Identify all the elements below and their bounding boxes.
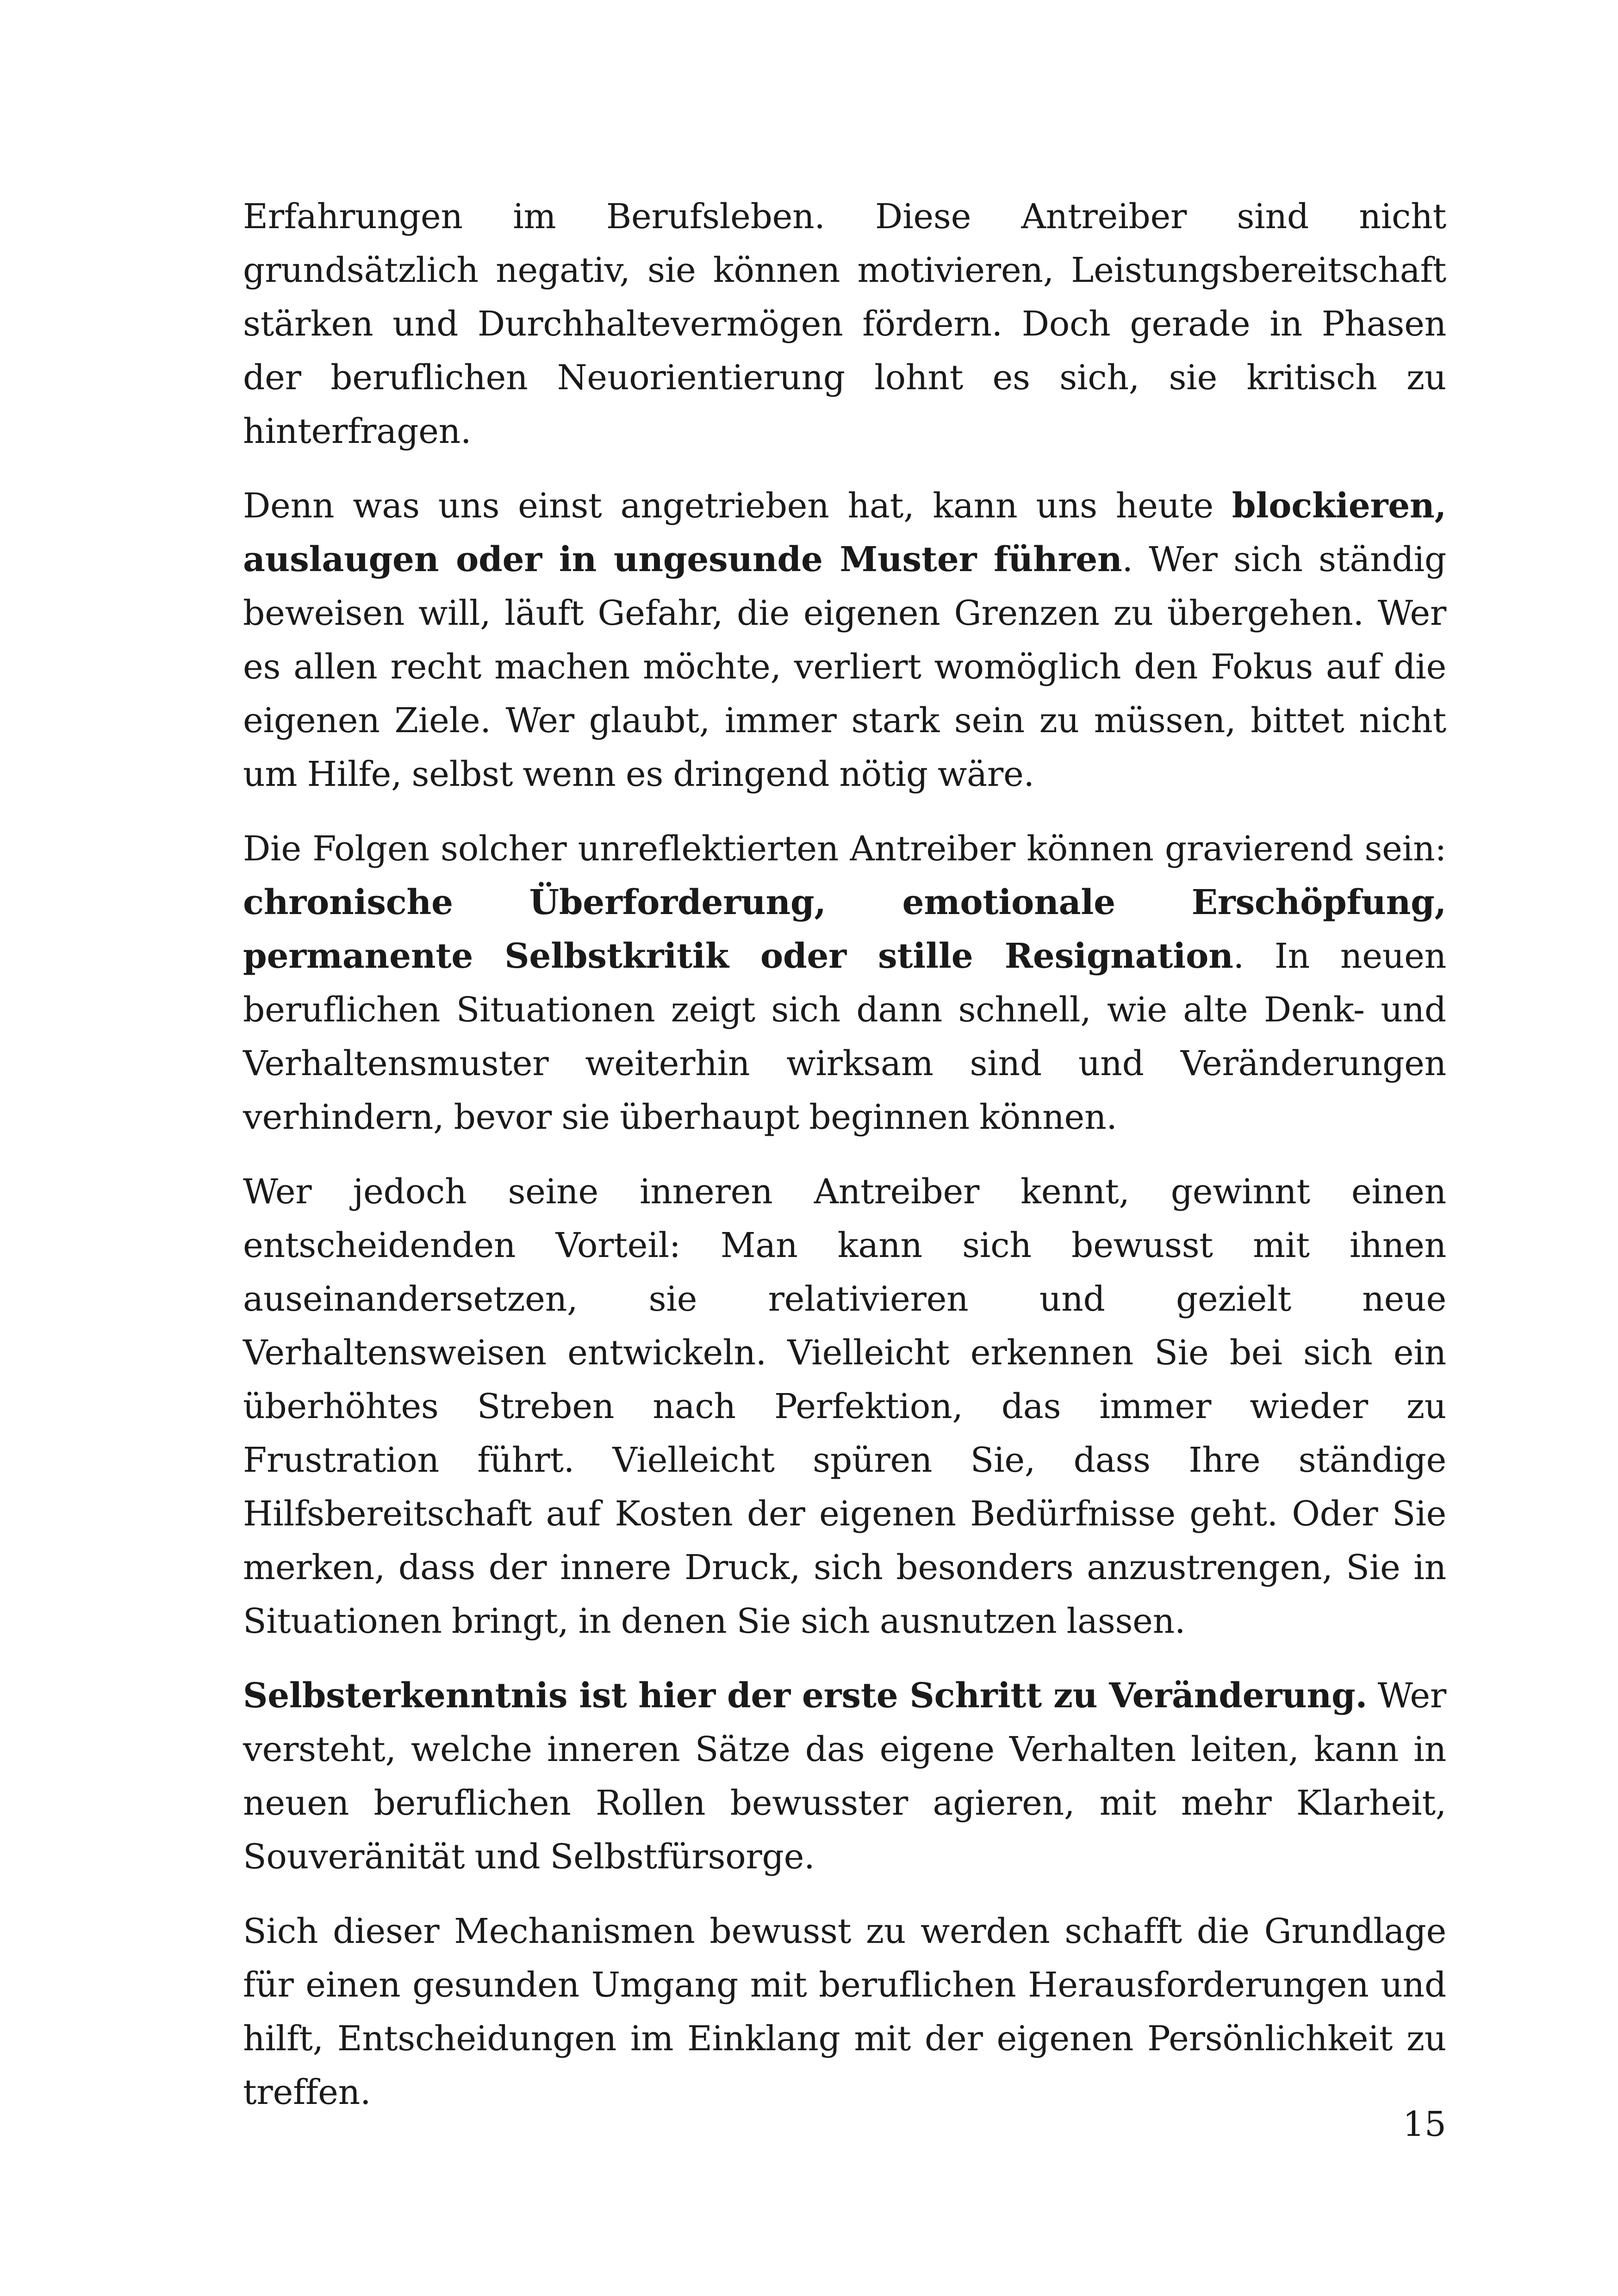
paragraph-3 [243, 822, 1446, 1144]
paragraph-3-emphasis: chronische Überforderung, emotionale Erschöpfung, permanente Selbstkritik oder stille Resignation [243, 883, 1446, 976]
paragraph-1 [243, 190, 1446, 458]
paragraph-2-text-b: . Wer sich ständig beweisen will, läuft Gefahr, die eigenen Grenzen zu übergehen. Wer es allen recht machen möchte, verliert womöglich den Fokus auf die eigenen Ziele. Wer glaubt, immer stark sein zu müssen, bittet nicht um Hilfe, selbst wenn es dringend nötig wäre. [243, 540, 1446, 794]
paragraph-1-text: Erfahrungen im Berufsleben. Diese Antreiber sind nicht grundsätzlich negativ, sie können motivieren, Leistungsbereitschaft stärken und Durchhaltevermögen fördern. Doch gerade in Phasen der beruflichen Neuorientierung lohnt es sich, sie kritisch zu hinterfragen. [243, 197, 1446, 451]
paragraph-6 [243, 1904, 1446, 2119]
paragraph-5-emphasis: Selbsterkenntnis ist hier der erste Schritt zu Veränderung. [243, 1676, 1367, 1716]
paragraph-4-text: Wer jedoch seine inneren Antreiber kennt, gewinnt einen entscheidenden Vorteil: Man kann sich bewusst mit ihnen auseinandersetzen, sie relativieren und gezielt neue Verhaltensweisen entwickeln. Vielleicht erkennen Sie bei sich ein überhöhtes Streben nach Perfektion, das immer wieder zu Frustration führt. Vielleicht spüren Sie, dass Ihre ständige Hilfsbereitschaft auf Kosten der eigenen Bedürfnisse geht. Oder Sie merken, dass der innere Druck, sich besonders anzustrengen, Sie in Situationen bringt, in denen Sie sich ausnutzen lassen. [243, 1172, 1446, 1641]
paragraph-6-text: Sich dieser Mechanismen bewusst zu werden schafft die Grundlage für einen gesunden Umgang mit beruflichen Herausforderungen und hilft, Entscheidungen im Einklang mit der eigenen Persönlichkeit zu treffen. [243, 1911, 1446, 2112]
paragraph-3-text-b: . In neuen beruflichen Situationen zeigt sich dann schnell, wie alte Denk- und Verhaltensmuster weiterhin wirksam sind und Veränderungen verhindern, bevor sie überhaupt beginnen können. [243, 936, 1446, 1137]
paragraph-2 [243, 479, 1446, 801]
paragraph-3-text-a: Die Folgen solcher unreflektierten Antreiber können gravierend sein: [243, 829, 1446, 869]
paragraph-5-text: Wer versteht, welche inneren Sätze das eigene Verhalten leiten, kann in neuen beruflichen Rollen bewusster agieren, mit mehr Klarheit, Souveränität und Selbstfürsorge. [243, 1676, 1447, 1877]
paragraph-2-emphasis: blockieren, auslaugen oder in ungesunde Muster führen [243, 486, 1446, 579]
body-text [243, 190, 1446, 2140]
paragraph-2-text-a: Denn was uns einst angetrieben hat, kann uns heute [243, 486, 1232, 526]
paragraph-5 [243, 1669, 1446, 1884]
page-number: 15 [1402, 2104, 1446, 2144]
paragraph-4 [243, 1165, 1446, 1648]
